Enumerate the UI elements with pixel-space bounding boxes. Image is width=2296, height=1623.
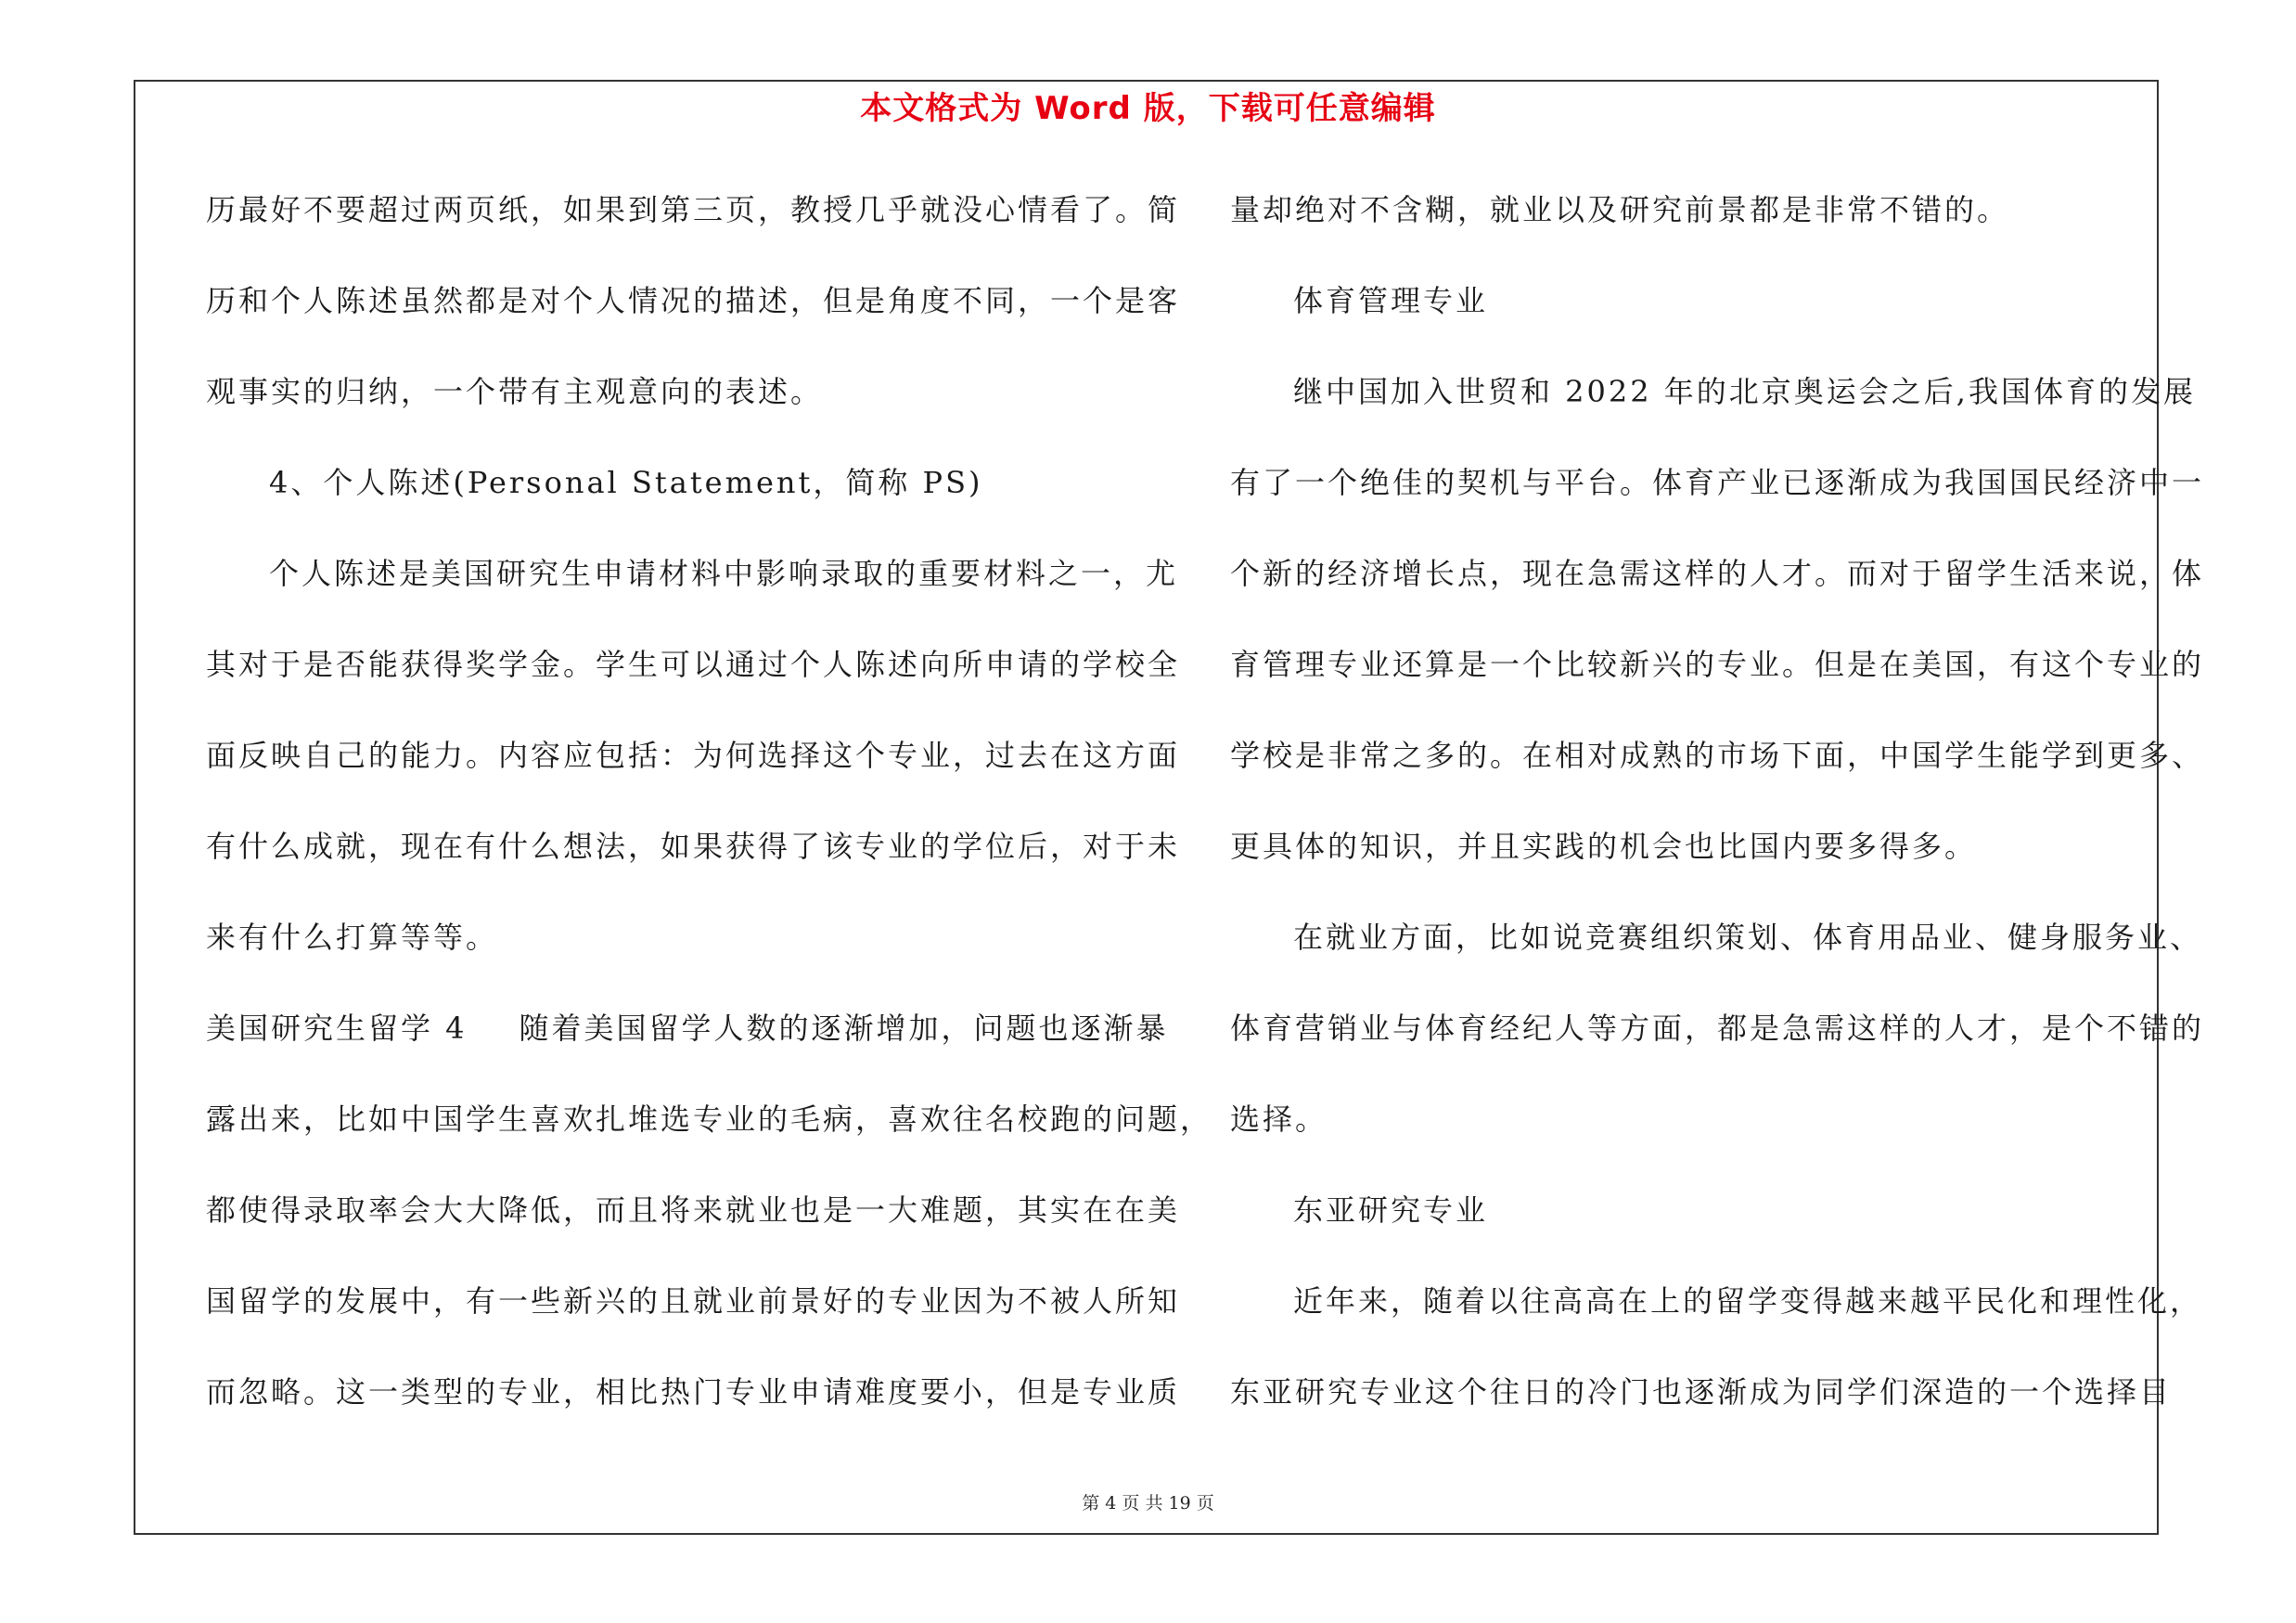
text-line: 东亚研究专业这个往日的冷门也逐渐成为同学们深造的一个选择目 <box>1230 1374 2173 1410</box>
text-line: 量却绝对不含糊，就业以及研究前景都是非常不错的。 <box>1230 192 2010 227</box>
text-line: 历和个人陈述虽然都是对个人情况的描述，但是角度不同，一个是客 <box>206 283 1181 318</box>
text-line: 近年来，随着以往高高在上的留学变得越来越平民化和理性化， <box>1293 1283 2203 1319</box>
text-line: 育管理专业还算是一个比较新兴的专业。但是在美国，有这个专业的 <box>1230 647 2205 682</box>
section-heading-east-asian-studies: 东亚研究专业 <box>1293 1192 1489 1228</box>
text-line: 国留学的发展中，有一些新兴的且就业前景好的专业因为不被人所知 <box>206 1283 1181 1319</box>
text-line: 个新的经济增长点，现在急需这样的人才。而对于留学生活来说，体 <box>1230 556 2205 591</box>
word-format-banner: 本文格式为 Word 版，下载可任意编辑 <box>860 90 1436 127</box>
text-line: 有什么成就，现在有什么想法，如果获得了该专业的学位后，对于未 <box>206 829 1181 864</box>
text-line: 在就业方面，比如说竞赛组织策划、体育用品业、健身服务业、 <box>1293 920 2203 955</box>
section-heading-sports-management: 体育管理专业 <box>1293 283 1489 318</box>
text-line: 历最好不要超过两页纸，如果到第三页，教授几乎就没心情看了。简 <box>206 192 1181 227</box>
text-line: 来有什么打算等等。 <box>206 920 499 955</box>
text-line: 面反映自己的能力。内容应包括：为何选择这个专业，过去在这方面 <box>206 738 1181 773</box>
text-line: 个人陈述是美国研究生申请材料中影响录取的重要材料之一，尤 <box>269 556 1179 591</box>
page-number-footer: 第 4 页 共 19 页 <box>1082 1493 1214 1514</box>
text-line: 继中国加入世贸和 2022 年的北京奥运会之后,我国体育的发展 <box>1293 374 2196 409</box>
text-line: 选择。 <box>1230 1101 1328 1137</box>
text-line: 其对于是否能获得奖学金。学生可以通过个人陈述向所申请的学校全 <box>206 647 1181 682</box>
section-label: 美国研究生留学 4 <box>206 1011 468 1046</box>
text-line: 更具体的知识，并且实践的机会也比国内要多得多。 <box>1230 829 1978 864</box>
text-line: 都使得录取率会大大降低，而且将来就业也是一大难题，其实在在美 <box>206 1192 1181 1228</box>
left-column <box>206 182 1213 1455</box>
text-line: 体育营销业与体育经纪人等方面，都是急需这样的人才，是个不错的 <box>1230 1011 2205 1046</box>
right-column <box>1230 182 2205 1455</box>
text-line: 学校是非常之多的。在相对成熟的市场下面，中国学生能学到更多、 <box>1230 738 2205 773</box>
section-heading-personal-statement: 4、个人陈述(Personal Statement，简称 PS) <box>269 465 983 500</box>
text-line <box>206 1000 1169 1091</box>
text-line: 观事实的归纳，一个带有主观意向的表述。 <box>206 374 824 409</box>
text-line: 露出来，比如中国学生喜欢扎堆选专业的毛病，喜欢往名校跑的问题， <box>206 1101 1213 1137</box>
text-line: 而忽略。这一类型的专业，相比热门专业申请难度要小，但是专业质 <box>206 1374 1181 1410</box>
text-line-content: 随着美国留学人数的逐渐增加，问题也逐渐暴 <box>519 1011 1169 1046</box>
text-line: 有了一个绝佳的契机与平台。体育产业已逐渐成为我国国民经济中一 <box>1230 465 2205 500</box>
